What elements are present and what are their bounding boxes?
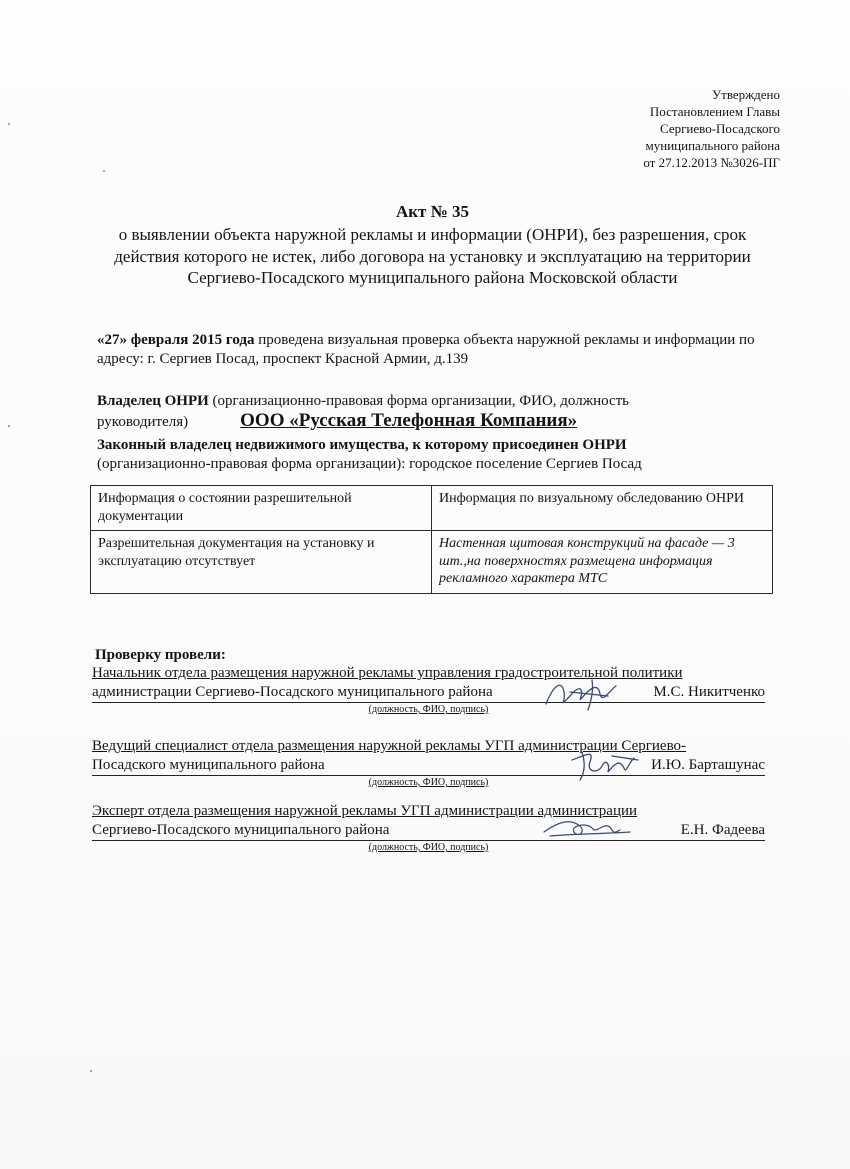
- act-number: Акт № 35: [395, 202, 469, 221]
- owner-label: Владелец ОНРИ: [97, 393, 209, 409]
- signer-name: Е.Н. Фадеева: [680, 822, 765, 838]
- signature-caption: (должность, ФИО, подпись): [368, 704, 489, 715]
- signer-name: М.С. Никитченко: [653, 684, 765, 700]
- inspection-paragraph: [97, 331, 769, 369]
- approval-line: Сергиево-Посадского: [660, 121, 780, 136]
- table-cell: Настенная щитовая конструкций на фасаде — 3 шт.,на поверхностях размещена информация рекламного характера МТС: [432, 531, 773, 594]
- act-title: [95, 201, 770, 289]
- approval-line: Постановлением Главы: [649, 104, 780, 119]
- signer-position-line: Посадского муниципального района: [92, 757, 325, 773]
- scan-speck: [8, 425, 10, 427]
- legal-owner-label: Законный владелец недвижимого имущества, к которому присоединен ОНРИ: [97, 437, 627, 453]
- signature-caption: (должность, ФИО, подпись): [368, 777, 489, 788]
- legal-owner-paragraph: [97, 436, 769, 474]
- check-title: Проверку провели:: [95, 647, 226, 663]
- signer-position-line: Сергиево-Посадского муниципального района: [92, 822, 390, 838]
- table-header-cell: Информация по визуальному обследованию ОНРИ: [432, 486, 773, 531]
- owner-paragraph: [97, 391, 769, 432]
- signer-name: И.Ю. Барташунас: [651, 757, 765, 773]
- signer-position-line: Начальник отдела размещения наружной рекламы управления градостроительной политики: [92, 665, 683, 681]
- scan-speck: [90, 1070, 92, 1072]
- inspection-date: «27» февраля 2015 года: [97, 332, 255, 348]
- signer-name-line: [92, 683, 765, 703]
- table-row: [91, 486, 773, 531]
- info-table: [90, 485, 773, 594]
- signer-name-line: [92, 756, 765, 776]
- table-header-cell: Информация о состоянии разрешительной документации: [91, 486, 432, 531]
- owner-company: ООО «Русская Телефонная Компания»: [240, 410, 578, 431]
- scan-speck: [8, 123, 10, 125]
- approval-line: Утверждено: [711, 87, 780, 102]
- approval-stamp-block: [643, 86, 780, 171]
- inspection-text: проведена визуальная проверка объекта наружной рекламы и информации по адресу: г. Сергиев Посад, проспект Красной Армии, д.139: [97, 332, 755, 367]
- signer-position-line: администрации Сергиево-Посадского муниципального района: [92, 684, 493, 700]
- legal-owner-text: (организационно-правовая форма организации): городское поселение Сергиев Посад: [97, 456, 642, 472]
- signer-block: [92, 737, 765, 789]
- signer-block: [92, 802, 765, 854]
- signature-caption: (должность, ФИО, подпись): [368, 842, 489, 853]
- table-row: [91, 531, 773, 594]
- act-description: о выявлении объекта наружной рекламы и информации (ОНРИ), без разрешения, срок действия которого не истек, либо договора на установку и эксплуатацию на территории Сергиево-Посадского муниципального района Московской области: [114, 225, 751, 287]
- scan-speck: [103, 170, 105, 172]
- signer-position-line: Эксперт отдела размещения наружной рекламы УГП администрации администрации: [92, 803, 638, 819]
- signer-name-line: [92, 821, 765, 841]
- approval-line: муниципального района: [645, 138, 780, 153]
- table-cell: Разрешительная документация на установку и эксплуатацию отсутствует: [91, 531, 432, 594]
- signer-position-line: Ведущий специалист отдела размещения наружной рекламы УГП администрации Сергиево-: [92, 738, 687, 754]
- approval-line: от 27.12.2013 №3026-ПГ: [643, 155, 780, 170]
- owner-hint: (организационно-правовая форма организации, ФИО, должность руководителя): [97, 393, 630, 430]
- signer-block: [92, 664, 765, 716]
